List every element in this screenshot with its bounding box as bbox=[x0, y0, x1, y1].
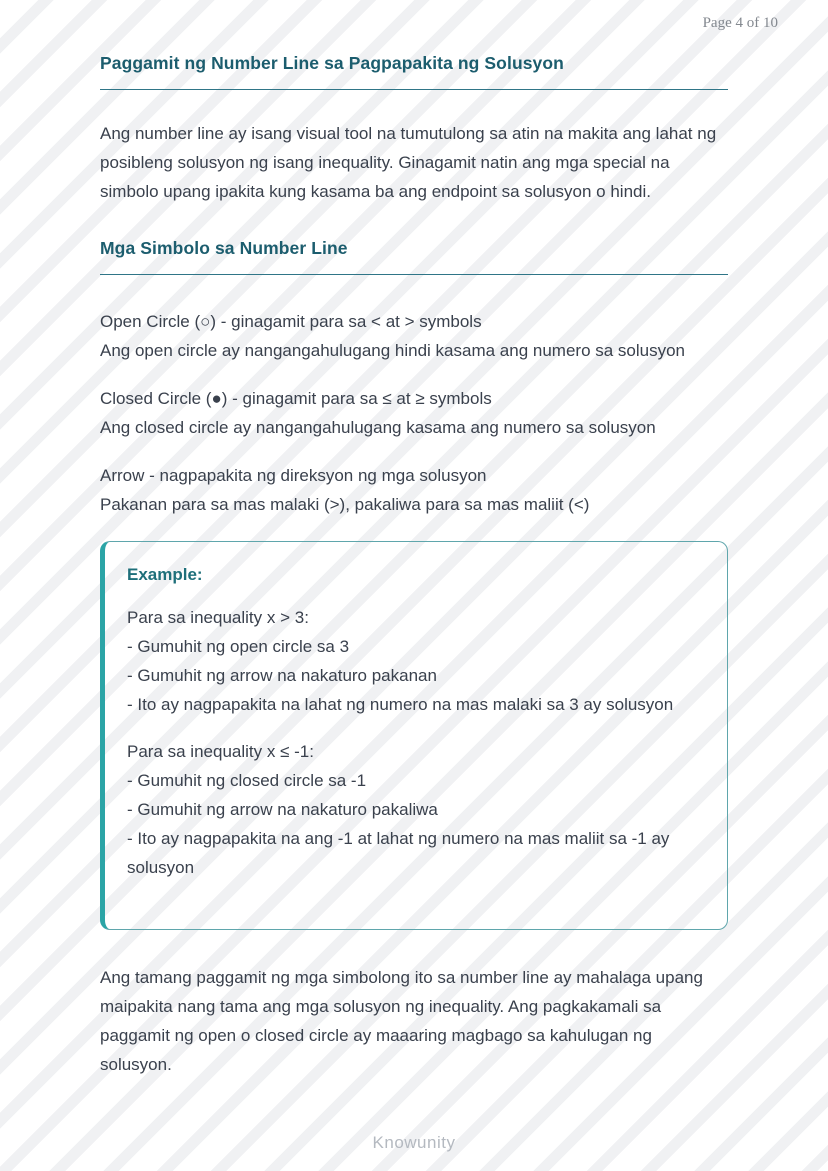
example-1-intro: Para sa inequality x > 3: bbox=[127, 608, 309, 627]
symbol-title-closed-circle: Closed Circle (●) - ginagamit para sa ≤ at ≥ symbols bbox=[100, 389, 492, 408]
symbol-item-open-circle bbox=[100, 307, 728, 365]
symbol-item-arrow bbox=[100, 461, 728, 519]
example-1-step: - Ito ay nagpapakita na lahat ng numero na mas malaki sa 3 ay solusyon bbox=[127, 695, 674, 714]
section-heading-symbols: Mga Simbolo sa Number Line bbox=[100, 238, 728, 275]
symbol-description-arrow: Pakanan para sa mas malaki (>), pakaliwa para sa mas maliit (<) bbox=[100, 495, 590, 514]
example-2-step: - Ito ay nagpapakita na ang -1 at lahat ng numero na mas maliit sa -1 ay solusyon bbox=[127, 829, 670, 877]
example-2-intro: Para sa inequality x ≤ -1: bbox=[127, 742, 314, 761]
symbol-description-open-circle: Ang open circle ay nangangahulugang hindi kasama ang numero sa solusyon bbox=[100, 341, 686, 360]
page-footer bbox=[0, 1133, 828, 1153]
symbol-title-open-circle: Open Circle (○) - ginagamit para sa < at > symbols bbox=[100, 312, 482, 331]
example-2 bbox=[127, 737, 687, 882]
example-box bbox=[100, 541, 728, 930]
symbol-item-closed-circle bbox=[100, 384, 728, 442]
example-1-step: - Gumuhit ng open circle sa 3 bbox=[127, 637, 350, 656]
section-heading-main: Paggamit ng Number Line sa Pagpapakita ng Solusyon bbox=[100, 53, 728, 90]
example-1-step: - Gumuhit ng arrow na nakaturo pakanan bbox=[127, 666, 437, 685]
page-indicator: Page 4 of 10 bbox=[702, 15, 778, 31]
document-content bbox=[100, 0, 728, 1079]
example-2-step: - Gumuhit ng arrow na nakaturo pakaliwa bbox=[127, 800, 438, 819]
example-1 bbox=[127, 603, 687, 719]
footer-brand: Knowunity bbox=[372, 1133, 456, 1152]
closing-paragraph: Ang tamang paggamit ng mga simbolong ito sa number line ay mahalaga upang maipakita nang tama ang mga solusyon ng inequality. Ang pagkakamali sa paggamit ng open o closed circle ay maaaring magbago sa kahulugan ng solusyon. bbox=[100, 968, 703, 1074]
example-box-label: Example: bbox=[127, 565, 203, 584]
symbol-description-closed-circle: Ang closed circle ay nangangahulugang kasama ang numero sa solusyon bbox=[100, 418, 656, 437]
symbol-title-arrow: Arrow - nagpapakita ng direksyon ng mga solusyon bbox=[100, 466, 487, 485]
example-2-step: - Gumuhit ng closed circle sa -1 bbox=[127, 771, 367, 790]
intro-paragraph: Ang number line ay isang visual tool na tumutulong sa atin na makita ang lahat ng posibleng solusyon ng isang inequality. Ginagamit natin ang mga special na simbolo upang ipakita kung kasama ba ang endpoint sa solusyon o hindi. bbox=[100, 124, 717, 201]
